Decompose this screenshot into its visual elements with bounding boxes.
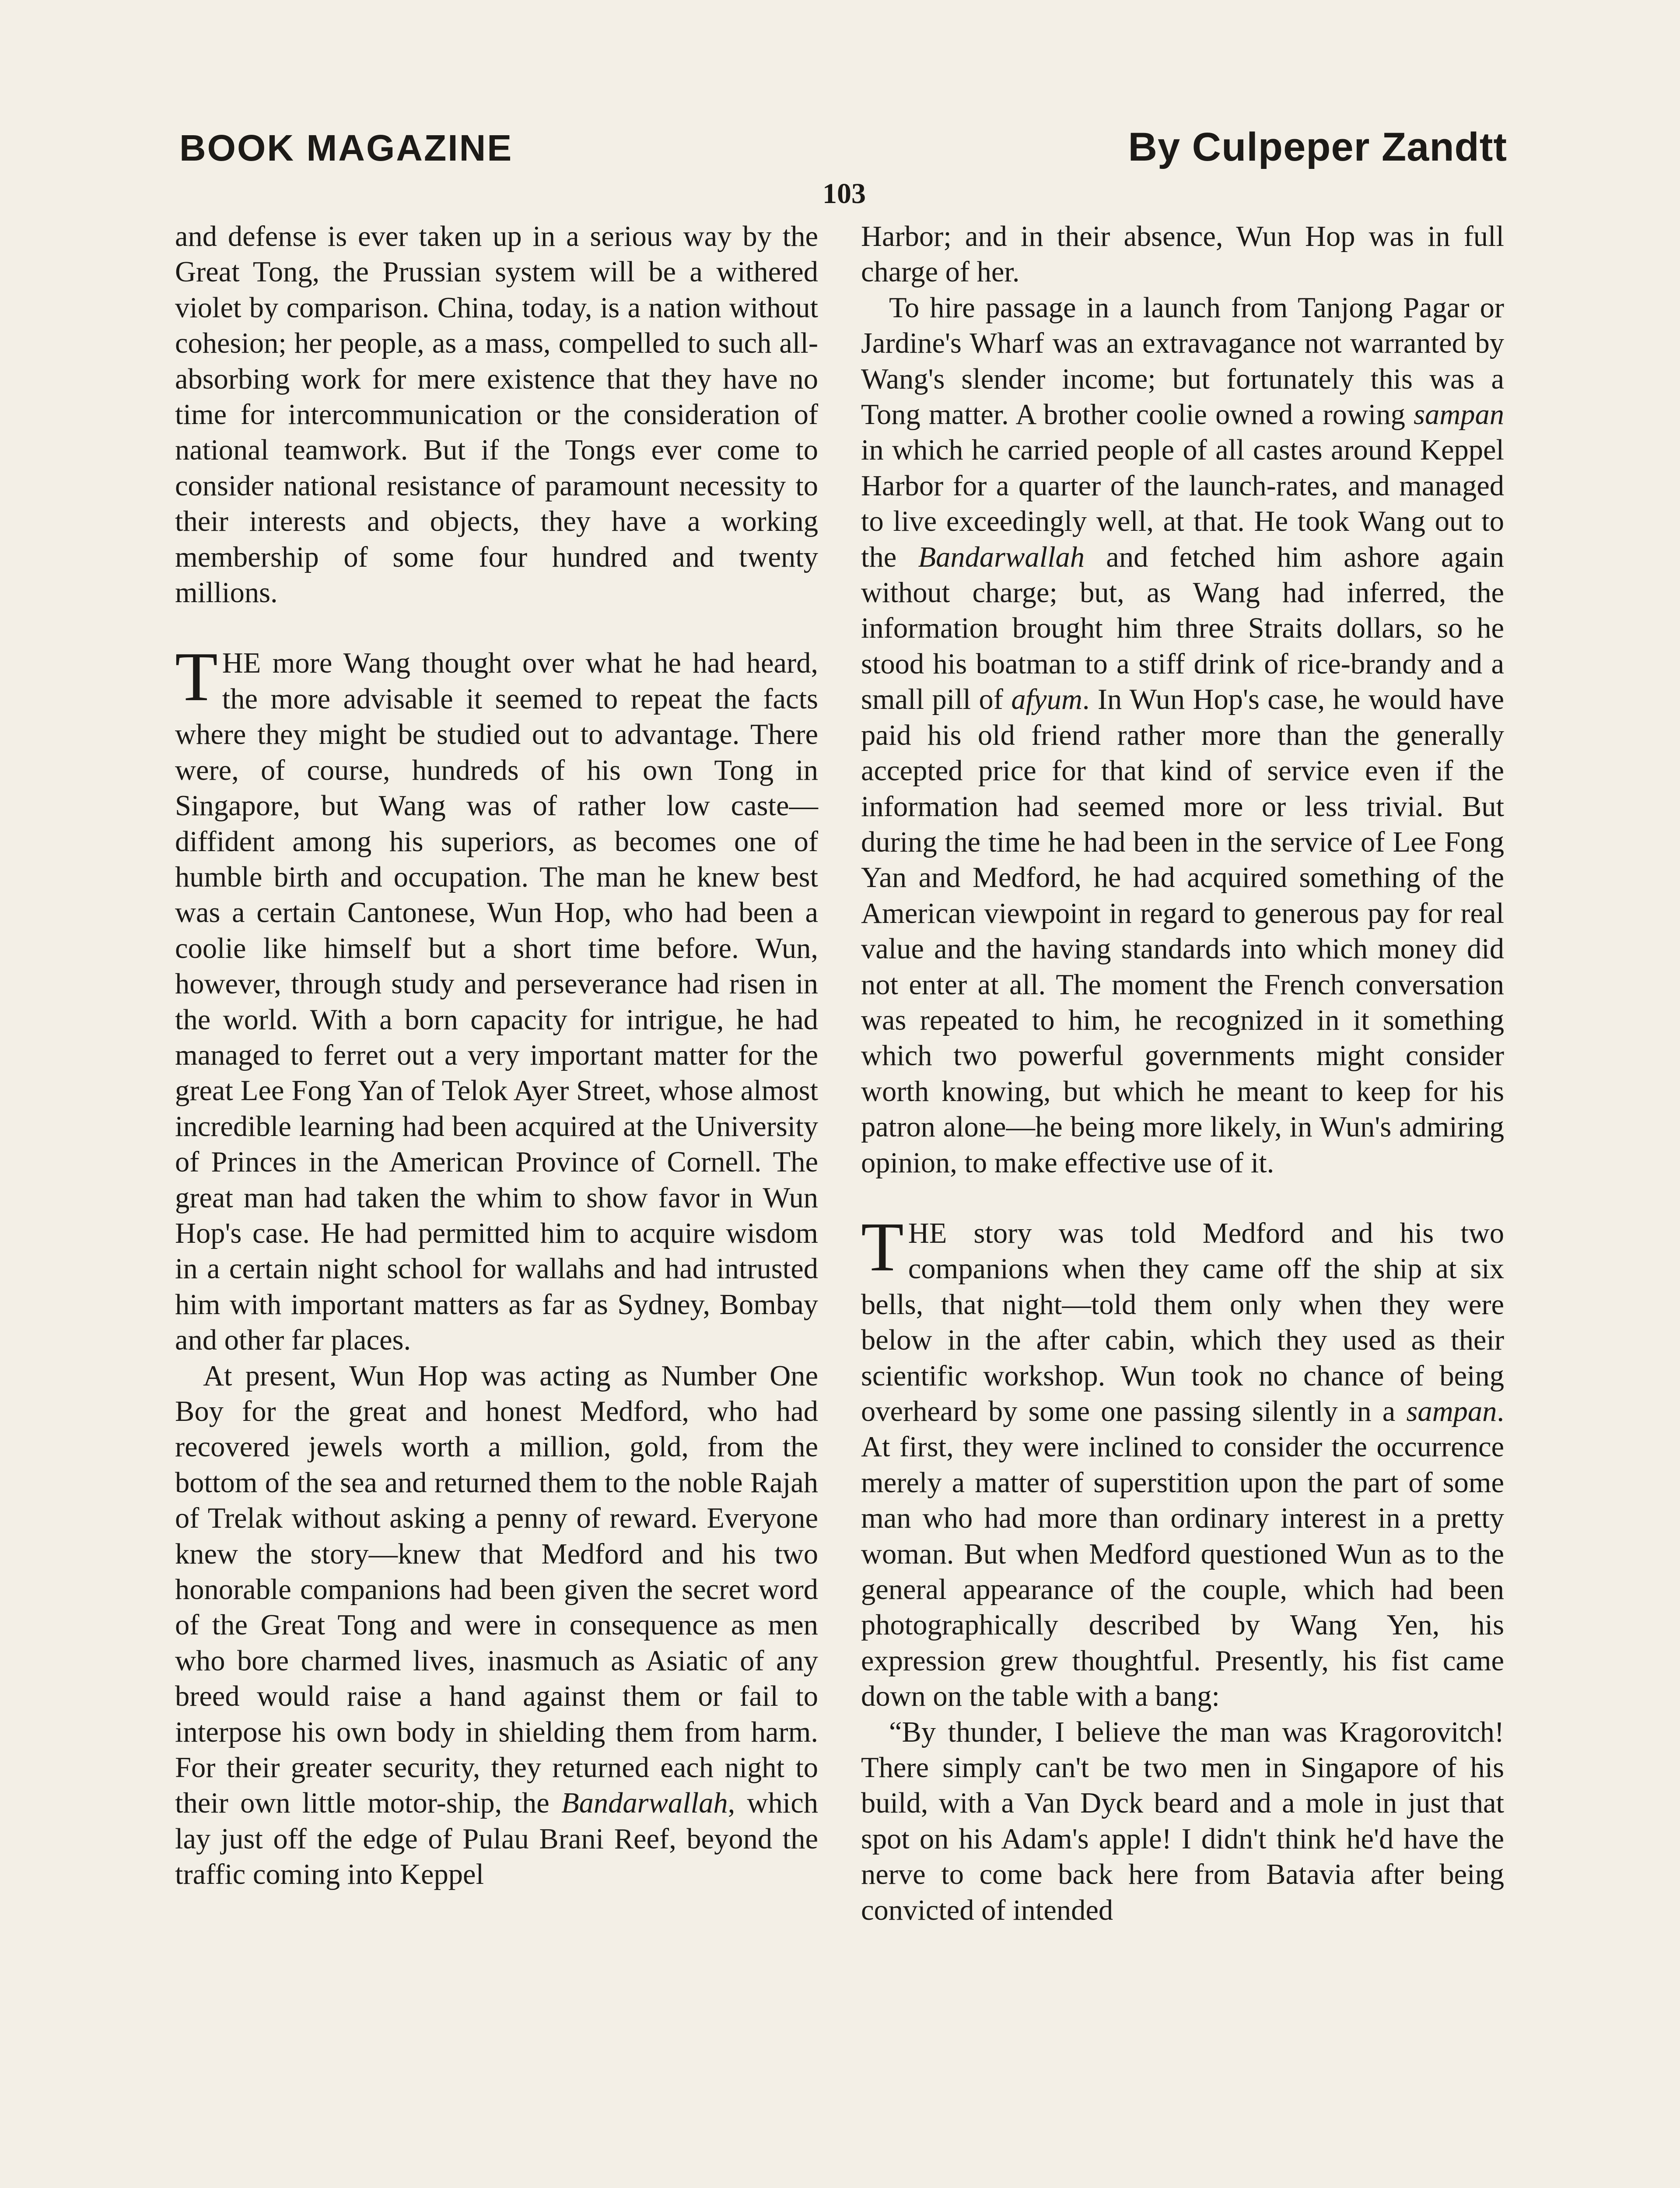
- italic-word: sampan: [1414, 399, 1504, 431]
- drop-cap: T: [861, 1207, 904, 1286]
- paragraph: “By thunder, I believe the man was Kragorovitch! There simply can't be two men in Singapore of his build, with a Van Dyck beard and a mole in just that spot on his Adam's apple! I didn't think he'd have the nerve to come back here from Batavia after being convicted of intended: [861, 1716, 1504, 1926]
- right-column: [861, 219, 1504, 1928]
- italic-word: afyum: [1011, 684, 1082, 716]
- paragraph: [861, 290, 1504, 1181]
- paragraph-text: . At first, they were inclined to consider the occurrence merely a matter of superstition upon the part of some man who had more than ordinary interest in a pretty woman. But when Medford questioned Wun as to the general appearance of the couple, which had been photographically described by Wang Yen, his expression grew thoughtful. Presently, his fist came down on the table with a bang:: [861, 1396, 1504, 1713]
- paragraph: [175, 1358, 818, 1893]
- page-number: 103: [822, 178, 866, 210]
- ship-name: Bandarwallah: [561, 1787, 728, 1820]
- paragraph: [175, 638, 818, 1358]
- drop-cap: T: [175, 638, 218, 716]
- paragraph: Harbor; and in their absence, Wun Hop was in full charge of her.: [861, 221, 1504, 288]
- paragraph-text: . In Wun Hop's case, he would have paid his old friend rather more than the generally accepted price for that kind of service even if the information had seemed more or less trivial. But during the time he had been in the service of Lee Fong Yan and Medford, he had acquired something of the American viewpoint in regard to generous pay for real value and the having standards into which money did not enter at all. The moment the French conversation was repeated to him, he recognized in it something which two powerful governments might consider worth knowing, but which he meant to keep for his patron alone—he being more likely, in Wun's admiring opinion, to make effective use of it.: [861, 684, 1504, 1179]
- left-column: [175, 219, 818, 1893]
- italic-word: sampan: [1406, 1396, 1497, 1427]
- paragraph-text: , which lay just off the edge of Pulau Brani Reef, beyond the traffic coming into Keppel: [175, 1787, 818, 1891]
- running-head-magazine: BOOK MAGAZINE: [179, 127, 513, 168]
- paragraph-text: HE more Wang thought over what he had heard, the more advisable it seemed to repeat the facts where they might be studied out to advantage. There were, of course, hundreds of his own Tong in Singapore, but Wang was of rather low caste—diffident among his superiors, as becomes one of humble birth and occupation. The man he knew best was a certain Cantonese, Wun Hop, who had been a coolie like himself but a short time before. Wun, however, through study and perseverance had risen in the world. With a born capacity for intrigue, he had managed to ferret out a very important matter for the great Lee Fong Yan of Telok Ayer Street, whose almost incredible learning had been acquired at the University of Princes in the American Province of Cornell. The great man had taken the whim to show favor in Wun Hop's case. He had permitted him to acquire wisdom in a certain night school for wallahs and had intrusted him with important matters as far as Sydney, Bombay and other far places.: [175, 647, 818, 1357]
- ship-name: Bandarwallah: [918, 541, 1085, 573]
- paragraph-text: At present, Wun Hop was acting as Number One Boy for the great and honest Medford, who had recovered jewels worth a million, gold, from the bottom of the sea and returned them to the noble Rajah of Trelak without asking a penny of reward. Everyone knew the story—knew that Medford and his two honorable companions had been given the secret word of the Great Tong and were in consequence as men who bore charmed lives, inasmuch as Asiatic of any breed would raise a hand against them or fail to interpose his own body in shielding them from harm. For their greater security, they returned each night to their own little motor-ship, the: [175, 1360, 818, 1820]
- paragraph-text: HE story was told Medford and his two companions when they came off the ship at six bells, that night—told them only when they were below in the after cabin, which they used as their scientific workshop. Wun took no chance of being overheard by some one passing silently in a: [861, 1217, 1504, 1427]
- paragraph: and defense is ever taken up in a serious way by the Great Tong, the Prussian system will be a withered violet by comparison. China, today, is a nation without cohesion; her people, as a mass, compelled to such all-absorbing work for mere existence that they have no time for intercommunication or the consideration of national teamwork. But if the Tongs ever come to consider national resistance of paramount necessity to their interests and objects, they have a working membership of some four hundred and twenty millions.: [175, 221, 818, 609]
- running-head-byline: By Culpeper Zandtt: [1128, 125, 1507, 169]
- paragraph-text: in which he carried people of all castes around Keppel Harbor for a quarter of the launch-rates, and managed to live exceedingly well, at that. He took Wang out to the: [861, 434, 1504, 573]
- paragraph-text: and fetched him ashore again without charge; but, as Wang had inferred, the information brought him three Straits dollars, so he stood his boatman to a stiff drink of rice-brandy and a small pill of: [861, 541, 1504, 716]
- paragraph: [861, 1207, 1504, 1715]
- paragraph-text: To hire passage in a launch from Tanjong Pagar or Jardine's Wharf was an extravagance not warranted by Wang's slender income; but fortunately this was a Tong matter. A brother coolie owned a rowing: [861, 291, 1504, 431]
